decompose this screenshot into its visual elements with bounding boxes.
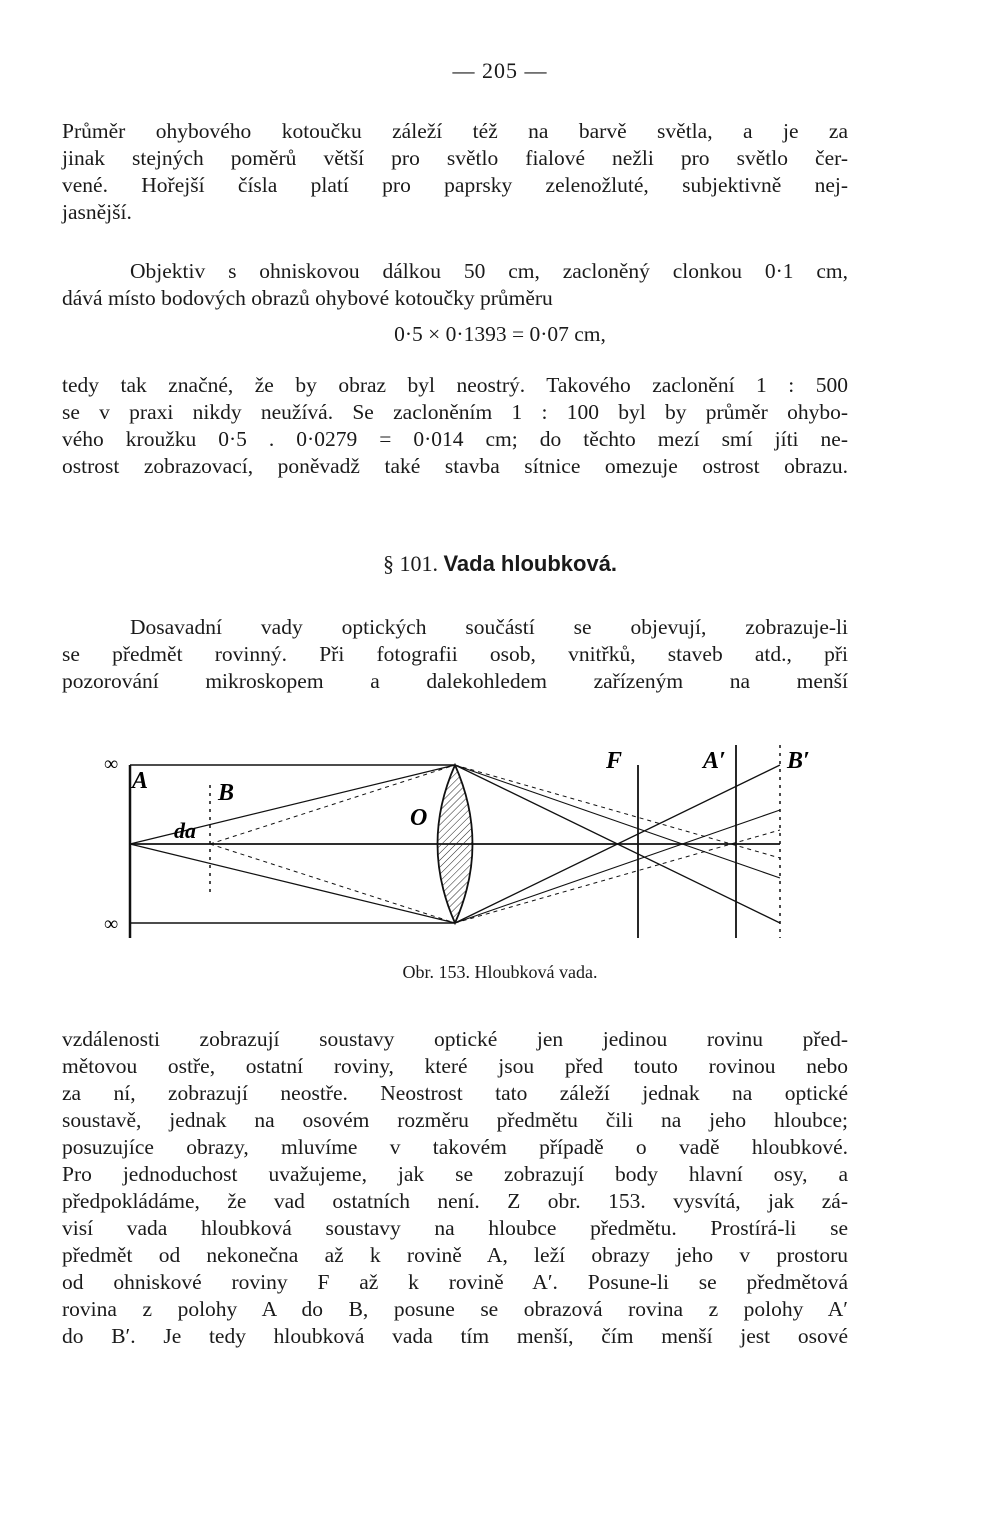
text-line: za ní, zobrazují neostře. Neostrost tato záleží jednak na optické <box>62 1081 848 1105</box>
section-title: Vada hloubková. <box>443 551 618 576</box>
page-number: — 205 — <box>452 58 548 83</box>
text-line: dává místo bodových obrazů ohybové kotoučky průměru <box>62 286 553 310</box>
text-line: vené. Hořejší čísla platí pro paprsky zelenožluté, subjektivně nej- <box>62 173 848 197</box>
label-b: B <box>218 780 235 806</box>
text-line: ostrost zobrazovací, poněvadž také stavba sítnice omezuje ostrost obrazu. <box>62 454 848 478</box>
label-infinity-bottom: ∞ <box>104 913 119 935</box>
text-line: vzdálenosti zobrazují soustavy optické jen jedinou rovinu před- <box>62 1027 848 1051</box>
ray-bottom-to-a-prime <box>455 810 780 923</box>
text-line: pozorování mikroskopem a dalekohledem zařízeným na menší <box>62 669 848 693</box>
paragraph-depth-intro <box>62 614 848 695</box>
label-o: O <box>410 805 428 831</box>
text-line: předmět od nekonečna až k rovině A, leží obrazy jeho v prostoru <box>62 1243 848 1267</box>
text-line: Pro jednoduchost uvažujeme, jak se zobrazují body hlavní osy, a <box>62 1162 848 1186</box>
section-number: § 101. <box>382 551 438 576</box>
paragraph-aperture <box>62 372 848 480</box>
text-line: soustavě, jednak na osovém rozměru předmětu čili na jeho hloubce; <box>62 1108 848 1132</box>
formula: 0·5 × 0·1393 = 0·07 cm, <box>394 322 606 346</box>
label-f: F <box>606 748 623 774</box>
label-da: da <box>174 818 196 843</box>
ray-a-bottom <box>130 844 455 923</box>
text-line: visí vada hloubková soustavy na hloubce předmětu. Prostírá-li se <box>62 1216 848 1240</box>
text-line: jinak stejných poměrů větší pro světlo fialové nežli pro světlo čer- <box>62 146 848 170</box>
text-line: se v praxi nikdy neužívá. Se zacloněním 1 : 100 byl by průměr ohybo- <box>62 400 848 424</box>
label-b-prime: B′ <box>787 748 810 774</box>
label-a: A <box>132 768 149 794</box>
text-line: Průměr ohybového kotoučku záleží též na barvě světla, a je za <box>62 119 848 143</box>
text-line: posuzujíce obrazy, mluvíme v takovém případě o vadě hloubkové. <box>62 1135 848 1159</box>
depth-aberration-diagram <box>100 740 820 950</box>
text-line: jasnější. <box>62 200 132 224</box>
ray-top-to-a-prime <box>455 765 780 878</box>
text-line: od ohniskové roviny F až k rovině A′. Posune-li se předmětová <box>62 1270 848 1294</box>
text-line: mětovou ostře, ostatní roviny, které jsou před touto rovinou nebo <box>62 1054 848 1078</box>
figure-caption: Obr. 153. Hloubková vada. <box>402 962 598 982</box>
lens <box>438 765 473 923</box>
paragraph-diffraction-color <box>62 118 848 226</box>
text-line: Objektiv s ohniskovou dálkou 50 cm, zacloněný clonkou 0·1 cm, <box>130 259 848 283</box>
text-line: do B′. Je tedy hloubková vada tím menší, čím menší jest osové <box>62 1324 848 1348</box>
ray-b-bottom <box>210 844 455 923</box>
text-line: vého kroužku 0·5 . 0·0279 = 0·014 cm; do těchto mezí smí jíti ne- <box>62 427 848 451</box>
label-a-prime: A′ <box>703 748 726 774</box>
text-line: tedy tak značné, že by obraz byl neostrý. Takového zaclonění 1 : 500 <box>62 373 848 397</box>
text-line: rovina z polohy A do B, posune se obrazová rovina z polohy A′ <box>62 1297 848 1321</box>
section-heading <box>0 551 1000 577</box>
paragraph-depth-explanation <box>62 1026 848 1350</box>
text-line: se předmět rovinný. Při fotografii osob, vnitřků, staveb atd., při <box>62 642 848 666</box>
text-line: předpokládáme, že vad ostatních není. Z obr. 153. vysvítá, jak zá- <box>62 1189 848 1213</box>
paragraph-objective <box>62 258 848 312</box>
label-infinity-top: ∞ <box>104 753 119 775</box>
text-line: Dosavadní vady optických součástí se objevují, zobrazuje-li <box>130 615 848 639</box>
